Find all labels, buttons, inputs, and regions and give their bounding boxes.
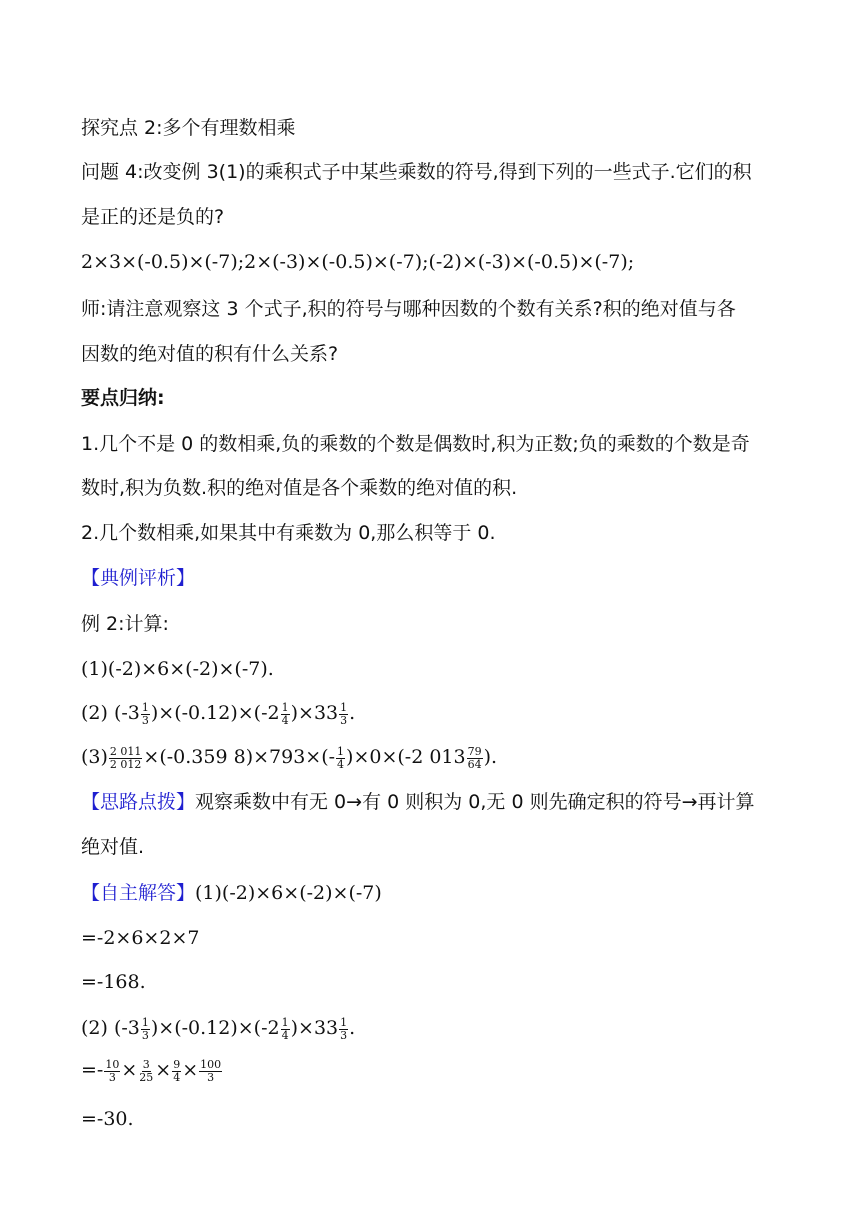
fraction bbox=[172, 1059, 181, 1084]
denominator: 4 bbox=[281, 713, 289, 727]
denominator: 64 bbox=[467, 757, 482, 771]
denominator: 3 bbox=[340, 1028, 348, 1042]
example2-q1: (1)(-2)×6×(-2)×(-7). bbox=[81, 658, 274, 680]
denominator: 3 bbox=[340, 713, 348, 727]
solution-s4 bbox=[81, 1016, 790, 1042]
numerator: 100 bbox=[200, 1057, 222, 1071]
fraction bbox=[339, 702, 348, 727]
denominator: 4 bbox=[337, 757, 345, 771]
denominator: 3 bbox=[207, 1070, 215, 1084]
hint-tag: 【思路点拨】 bbox=[81, 791, 196, 813]
fraction bbox=[339, 1017, 348, 1042]
fraction bbox=[141, 1017, 150, 1042]
denominator: 25 bbox=[139, 1070, 154, 1084]
solution-s5 bbox=[81, 1058, 790, 1084]
times-sign: × bbox=[155, 1059, 172, 1081]
hint-line1 bbox=[81, 790, 790, 814]
fraction bbox=[281, 702, 290, 727]
fraction bbox=[336, 746, 345, 771]
example2-q3 bbox=[81, 745, 790, 771]
solution-s3: =-168. bbox=[81, 971, 146, 993]
point1-line1: 1.几个不是 0 的数相乘,负的乘数的个数是偶数时,积为正数;负的乘数的个数是奇 bbox=[81, 433, 750, 455]
expressions-line: 2×3×(-0.5)×(-7);2×(-3)×(-0.5)×(-7);(-2)×(-3)×(-0.5)×(-7); bbox=[81, 251, 635, 273]
example2-q2 bbox=[81, 701, 790, 727]
q3-part-d: ). bbox=[483, 746, 498, 768]
solution-s2: =-2×6×2×7 bbox=[81, 927, 200, 949]
problem4-line2: 是正的还是负的? bbox=[81, 206, 225, 228]
solution-s6: =-30. bbox=[81, 1108, 134, 1130]
q3-part-b: ×(-0.359 8)×793×(- bbox=[143, 746, 336, 768]
denominator: 2 012 bbox=[109, 757, 142, 771]
s5-part-a: =- bbox=[81, 1059, 104, 1081]
fraction bbox=[138, 1059, 154, 1084]
fraction bbox=[104, 1059, 120, 1084]
q2-part-b: )×(-0.12)×(-2 bbox=[150, 702, 280, 724]
times-sign: × bbox=[121, 1059, 138, 1081]
example2-title: 例 2:计算: bbox=[81, 613, 169, 635]
section-title-text: 探究点 2:多个有理数相乘 bbox=[81, 117, 296, 139]
solution-line1 bbox=[81, 881, 790, 905]
fraction bbox=[141, 702, 150, 727]
fraction bbox=[199, 1059, 222, 1084]
numerator: 1 bbox=[337, 744, 345, 758]
q2-part-d: . bbox=[349, 702, 356, 724]
solution-tag: 【自主解答】 bbox=[81, 882, 196, 904]
s4-part-c: )×33 bbox=[290, 1017, 339, 1039]
q2-part-c: )×33 bbox=[290, 702, 339, 724]
example-analysis-tag: 【典例评析】 bbox=[81, 567, 196, 589]
point2-line: 2.几个数相乘,如果其中有乘数为 0,那么积等于 0. bbox=[81, 522, 496, 544]
denominator: 3 bbox=[141, 1028, 149, 1042]
section-title bbox=[81, 116, 790, 140]
numerator: 1 bbox=[141, 1015, 149, 1029]
hint-text: 观察乘数中有无 0→有 0 则积为 0,无 0 则先确定积的符号→再计算 bbox=[195, 791, 755, 813]
times-sign: × bbox=[182, 1059, 199, 1081]
denominator: 3 bbox=[108, 1070, 116, 1084]
s4-part-b: )×(-0.12)×(-2 bbox=[150, 1017, 280, 1039]
numerator: 9 bbox=[173, 1057, 181, 1071]
q2-part-a: (2) (-3 bbox=[81, 702, 140, 724]
s4-part-a: (2) (-3 bbox=[81, 1017, 140, 1039]
numerator: 1 bbox=[141, 700, 149, 714]
s4-part-d: . bbox=[349, 1017, 356, 1039]
numerator: 1 bbox=[281, 700, 289, 714]
fraction bbox=[109, 746, 143, 771]
denominator: 4 bbox=[281, 1028, 289, 1042]
hint-line2: 绝对值. bbox=[81, 836, 145, 858]
teacher-line2: 因数的绝对值的积有什么关系? bbox=[81, 343, 339, 365]
key-points-heading: 要点归纳: bbox=[81, 387, 165, 409]
numerator: 1 bbox=[340, 1015, 348, 1029]
numerator: 2 011 bbox=[109, 744, 142, 758]
numerator: 79 bbox=[467, 744, 482, 758]
q3-part-c: )×0×(-2 013 bbox=[346, 746, 466, 768]
denominator: 4 bbox=[173, 1070, 181, 1084]
numerator: 1 bbox=[340, 700, 348, 714]
fraction bbox=[467, 746, 483, 771]
denominator: 3 bbox=[141, 713, 149, 727]
q3-part-a: (3) bbox=[81, 746, 108, 768]
solution-s1: (1)(-2)×6×(-2)×(-7) bbox=[195, 882, 382, 904]
fraction bbox=[281, 1017, 290, 1042]
numerator: 3 bbox=[142, 1057, 150, 1071]
numerator: 1 bbox=[281, 1015, 289, 1029]
numerator: 10 bbox=[105, 1057, 120, 1071]
problem4-line1: 问题 4:改变例 3(1)的乘积式子中某些乘数的符号,得到下列的一些式子.它们的积 bbox=[81, 161, 752, 183]
teacher-line1: 师:请注意观察这 3 个式子,积的符号与哪种因数的个数有关系?积的绝对值与各 bbox=[81, 298, 736, 320]
point1-line2: 数时,积为负数.积的绝对值是各个乘数的绝对值的积. bbox=[81, 477, 518, 499]
